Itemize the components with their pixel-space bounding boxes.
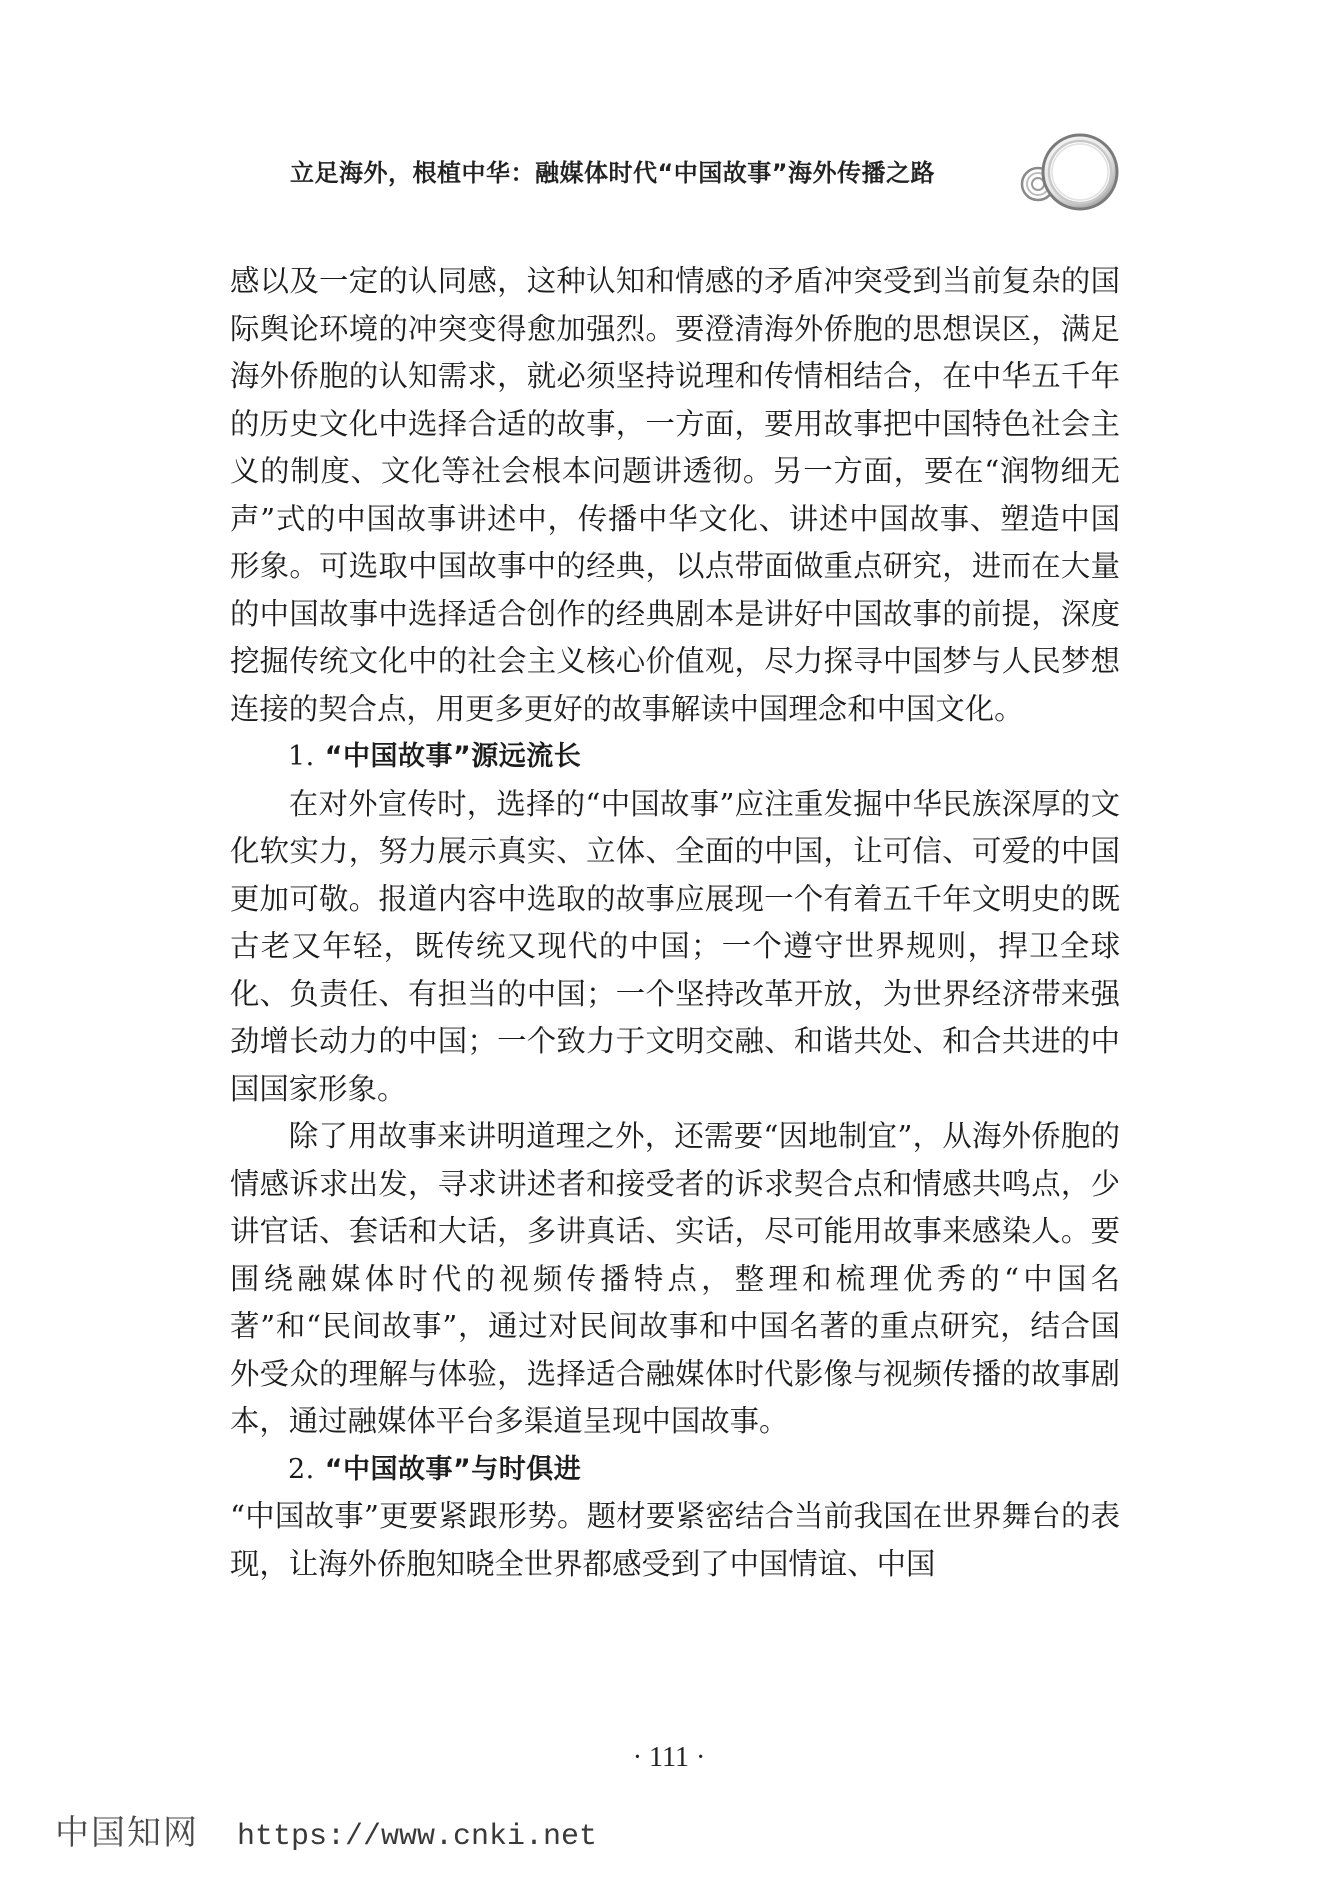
watermark — [55, 1808, 597, 1858]
section-number: 1. — [288, 741, 315, 772]
paragraph: 在对外宣传时，选择的“中国故事”应注重发掘中华民族深厚的文化软实力，努力展示真实、立体、全面的中国，让可信、可爱的中国更加可敬。报道内容中选取的故事应展现一个有着五千年文明史的既古老又年轻，既传统又现代的中国；一个遵守世界规则，捍卫全球化、负责任、有担当的中国；一个坚持改革开放，为世界经济带来强劲增长动力的中国；一个致力于文明交融、和谐共处、和合共进的中国国家形象。 — [230, 786, 1120, 1106]
section-number: 2. — [288, 1453, 315, 1485]
paragraph: “中国故事”更要紧跟形势。题材要紧密结合当前我国在世界舞台的表现，让海外侨胞知晓全世界都感受到了中国情谊、中国 — [230, 1499, 1120, 1581]
watermark-url[interactable]: https://www.cnki.net — [237, 1820, 598, 1854]
cnki-logo: 中国知网 — [55, 1813, 199, 1853]
body-text — [230, 258, 1120, 1588]
paragraph: 除了用故事来讲明道理之外，还需要“因地制宜”，从海外侨胞的情感诉求出发，寻求讲述者和接受者的诉求契合点和情感共鸣点，少讲官话、套话和大话，多讲真话、实话，尽可能用故事来感染人。要围绕融媒体时代的视频传播特点，整理和梳理优秀的“中国名著”和“民间故事”，通过对民间故事和中国名著的重点研究，结合国外受众的理解与体验，选择适合融媒体时代影像与视频传播的故事剧本，通过融媒体平台多渠道呈现中国故事。 — [230, 1119, 1120, 1438]
section-title: “中国故事”与时俱进 — [324, 1453, 582, 1485]
paragraph: 感以及一定的认同感，这种认知和情感的矛盾冲突受到当前复杂的国际舆论环境的冲突变得愈加强烈。要澄清海外侨胞的思想误区，满足海外侨胞的认知需求，就必须坚持说理和传情相结合，在中华五千年的历史文化中选择合适的故事，一方面，要用故事把中国特色社会主义的制度、文化等社会根本问题讲透彻。另一方面，要在“润物细无声”式的中国故事讲述中，传播中华文化、讲述中国故事、塑造中国形象。可选取中国故事中的经典，以点带面做重点研究，进而在大量的中国故事中选择适合创作的经典剧本是讲好中国故事的前提，深度挖掘传统文化中的社会主义核心价值观，尽力探寻中国梦与人民梦想连接的契合点，用更多更好的故事解读中国理念和中国文化。 — [230, 264, 1120, 726]
page-number: · 111 · — [632, 1742, 706, 1773]
section-heading — [230, 733, 1120, 781]
section-heading — [230, 1446, 1120, 1494]
section-title: “中国故事”源远流长 — [324, 741, 582, 772]
running-header: 立足海外，根植中华：融媒体时代“中国故事”海外传播之路 — [290, 159, 936, 187]
concentric-circles-icon — [1010, 128, 1130, 218]
